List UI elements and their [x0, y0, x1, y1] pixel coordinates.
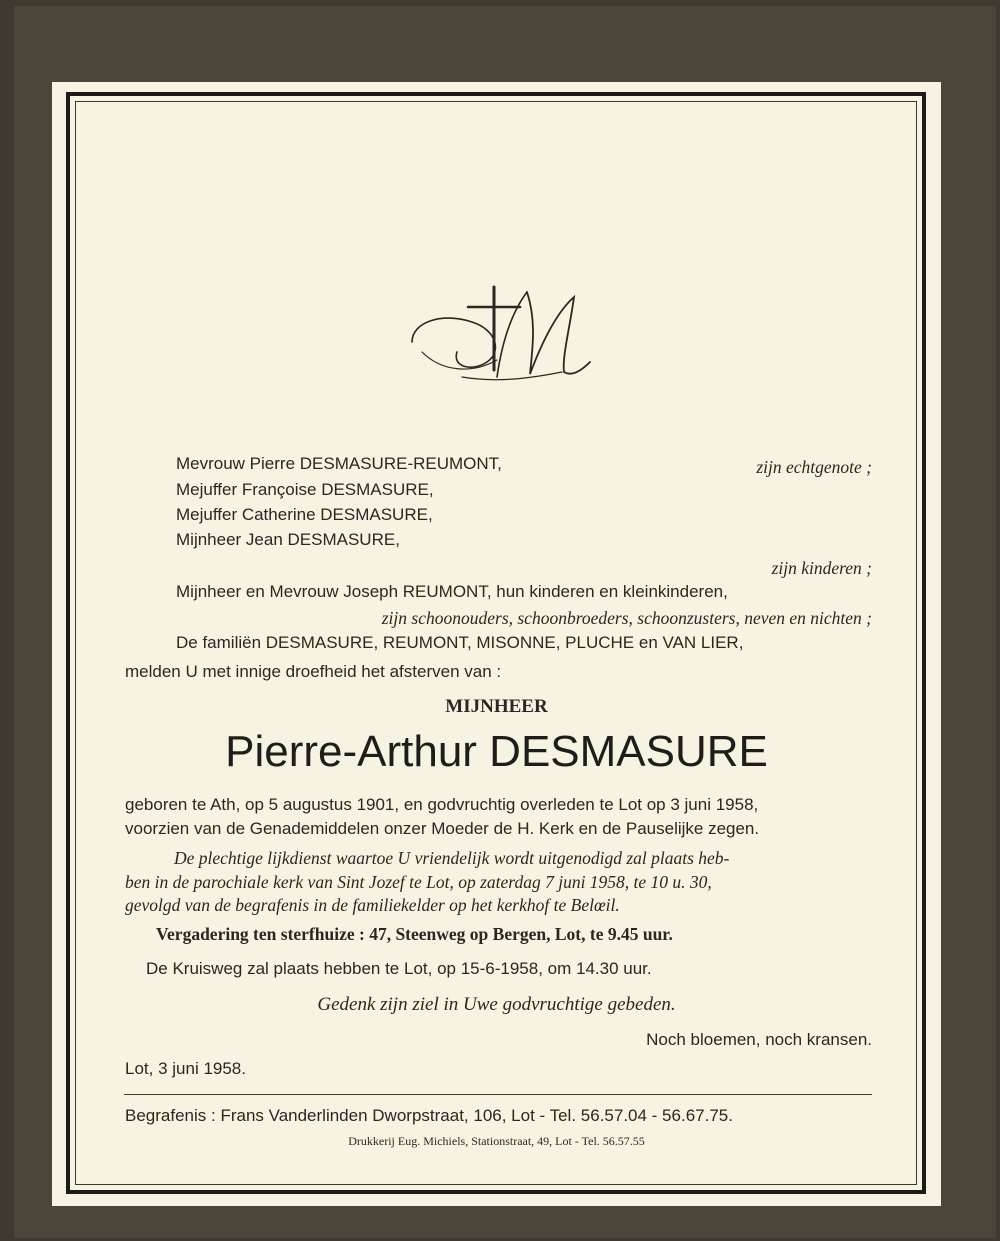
prayer-line: Gedenk zijn ziel in Uwe godvruchtige gebeden. [317, 994, 676, 1015]
family-line-daughter-1: Mejuffer Françoise DESMASURE, [176, 480, 434, 499]
kruisweg-line: De Kruisweg zal plaats hebben te Lot, op 15-6-1958, om 14.30 uur. [146, 959, 652, 978]
service-line-1: De plechtige lijkdienst waartoe U vriendelijk wordt uitgenodigd zal plaats heb- [174, 848, 730, 868]
footer-divider [124, 1094, 872, 1095]
family-line-families: De familiën DESMASURE, REUMONT, MISONNE, PLUCHE en VAN LIER, [176, 633, 744, 652]
family-line-in-laws: Mijnheer en Mevrouw Joseph REUMONT, hun kinderen en kleinkinderen, [176, 582, 728, 601]
deceased-name: Pierre-Arthur DESMASURE [225, 727, 768, 776]
service-line-3: gevolgd van de begrafenis in de familiekelder op het kerkhof te Belœil. [125, 895, 620, 915]
family-line-widow: Mevrouw Pierre DESMASURE-REUMONT, [176, 454, 502, 473]
funeral-card [52, 82, 941, 1206]
bio-line-1: geboren te Ath, op 5 augustus 1901, en godvruchtig overleden te Lot op 3 juni 1958, [125, 795, 759, 814]
family-line-son: Mijnheer Jean DESMASURE, [176, 530, 400, 549]
flowers-line: Noch bloemen, noch kransen. [646, 1030, 872, 1049]
role-spouse: zijn echtgenote ; [756, 457, 872, 477]
place-date: Lot, 3 juni 1958. [125, 1059, 246, 1078]
honorific-title: MIJNHEER [445, 696, 548, 717]
printer-line: Drukkerij Eug. Michiels, Stationstraat, 49, Lot - Tel. 56.57.55 [348, 1134, 645, 1148]
gathering-line: Vergadering ten sterfhuize : 47, Steenweg op Bergen, Lot, te 9.45 uur. [156, 924, 673, 944]
family-line-daughter-2: Mejuffer Catherine DESMASURE, [176, 505, 433, 524]
service-line-2: ben in de parochiale kerk van Sint Jozef te Lot, op zaterdag 7 juni 1958, te 10 u. 30, [125, 872, 712, 892]
bio-line-2: voorzien van de Genademiddelen onzer Moeder de H. Kerk en de Pauselijke zegen. [125, 819, 760, 838]
cross-monogram-icon [402, 282, 602, 392]
announcement-line: melden U met innige droefheid het afsterven van : [125, 662, 502, 681]
undertaker-line: Begrafenis : Frans Vanderlinden Dworpstraat, 106, Lot - Tel. 56.57.04 - 56.67.75. [125, 1106, 733, 1125]
role-children: zijn kinderen ; [771, 558, 872, 578]
role-in-laws: zijn schoonouders, schoonbroeders, schoonzusters, neven en nichten ; [381, 608, 872, 628]
